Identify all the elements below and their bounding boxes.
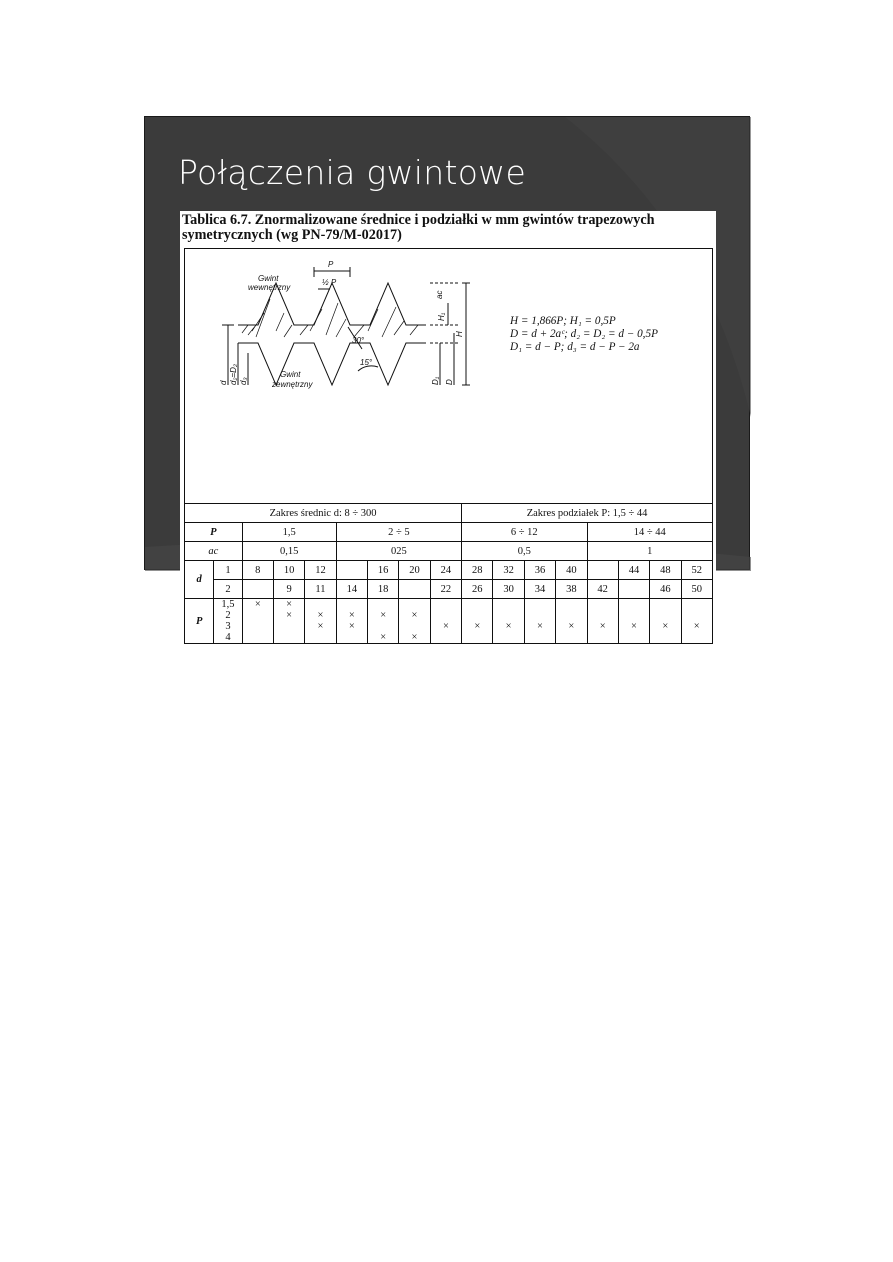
pitch-mark: × — [599, 621, 606, 632]
label-15-deg: 15° — [360, 358, 373, 367]
pitch-mark — [493, 599, 523, 610]
pitch-mark: × — [411, 632, 418, 643]
pitch-mark — [431, 632, 461, 643]
pitch-mark: × — [348, 610, 355, 621]
scanned-table-image — [180, 211, 716, 643]
label-external-2: zewnętrzny — [272, 380, 313, 389]
label-d: d — [219, 380, 228, 385]
diameter-cell: 42 — [587, 580, 618, 599]
diameter-cell: 18 — [368, 580, 399, 599]
pitch-mark — [588, 599, 618, 610]
label-H: H — [455, 331, 464, 337]
pitch-mark: × — [254, 599, 261, 610]
pitch-mark-cell — [242, 599, 273, 644]
pitch-mark-cell — [462, 599, 493, 644]
pitch-mark-cell — [650, 599, 681, 644]
diameter-cell: 11 — [305, 580, 336, 599]
pitch-mark — [588, 610, 618, 621]
label-D: D — [445, 379, 454, 385]
p-values-list — [214, 599, 242, 644]
pitch-mark — [337, 599, 367, 610]
pitch-mark: × — [380, 632, 387, 643]
pitch-mark-cell — [368, 599, 399, 644]
label-external-1: Gwint — [280, 370, 301, 379]
slide — [144, 116, 750, 643]
diameter-cell: 44 — [618, 561, 649, 580]
diameter-cell: 24 — [430, 561, 461, 580]
pitch-mark — [556, 610, 586, 621]
diameter-cell: 34 — [524, 580, 555, 599]
d-header: d — [185, 561, 214, 599]
pitch-mark — [431, 610, 461, 621]
pitch-mark-cell — [556, 599, 587, 644]
pitch-mark — [682, 599, 712, 610]
pitch-mark-cell — [587, 599, 618, 644]
diameter-cell: 14 — [336, 580, 367, 599]
pitch-mark-cell — [399, 599, 430, 644]
pitch-mark: × — [286, 599, 293, 610]
pitch-mark: × — [411, 610, 418, 621]
formula-line: H = 1,866P; H₁ = 0,5P — [510, 315, 616, 327]
pitch-mark — [399, 621, 429, 632]
label-pitch: P — [328, 260, 334, 269]
diameter-cell: 16 — [368, 561, 399, 580]
range-p: Zakres podziałek P: 1,5 ÷ 44 — [462, 504, 713, 523]
pitch-mark — [274, 632, 304, 643]
diameter-cell: 28 — [462, 561, 493, 580]
pitch-mark-cell — [493, 599, 524, 644]
ac-group: 0,5 — [462, 542, 587, 561]
diameter-cell — [618, 580, 649, 599]
pitch-mark — [243, 610, 273, 621]
pitch-mark — [619, 632, 649, 643]
pitch-mark — [462, 599, 492, 610]
diameter-cell: 32 — [493, 561, 524, 580]
pitch-mark — [619, 599, 649, 610]
diameter-cell: 50 — [681, 580, 712, 599]
pitch-mark-cell — [305, 599, 336, 644]
label-D1: D₁ — [431, 376, 440, 385]
pitch-mark — [650, 632, 680, 643]
pitch-mark — [462, 632, 492, 643]
p-group: 6 ÷ 12 — [462, 523, 587, 542]
p-value: 1,5 — [221, 599, 235, 610]
thread-table — [184, 503, 713, 644]
pitch-mark — [274, 621, 304, 632]
pitch-mark: × — [286, 610, 293, 621]
range-d: Zakres średnic d: 8 ÷ 300 — [185, 504, 462, 523]
label-half-pitch: ½ P — [322, 278, 337, 287]
pitch-mark-cell — [524, 599, 555, 644]
diameter-cell — [336, 561, 367, 580]
pitch-mark: × — [568, 621, 575, 632]
diameter-cell: 48 — [650, 561, 681, 580]
pitch-mark — [619, 610, 649, 621]
pitch-mark — [399, 599, 429, 610]
row-label: 1 — [214, 561, 242, 580]
pitch-mark — [588, 632, 618, 643]
diameter-cell: 12 — [305, 561, 336, 580]
pitch-mark-cell — [430, 599, 461, 644]
pitch-mark — [243, 621, 273, 632]
formula-line: D₁ = d − P; d₃ = d − P − 2a — [510, 341, 640, 353]
pitch-mark — [368, 621, 398, 632]
p-row-header: P — [185, 599, 214, 644]
diameter-cell: 9 — [273, 580, 304, 599]
diameter-cell — [587, 561, 618, 580]
p-group: 2 ÷ 5 — [336, 523, 461, 542]
pitch-mark: × — [662, 621, 669, 632]
diameter-cell — [242, 580, 273, 599]
row-label: 2 — [214, 580, 242, 599]
diameter-cell: 26 — [462, 580, 493, 599]
pitch-mark — [556, 632, 586, 643]
label-ac: ac — [435, 290, 444, 299]
ac-group: 1 — [587, 542, 713, 561]
formula-line: D = d + 2aᶜ; d₂ = D₂ = d − 0,5P — [510, 328, 658, 340]
p-group: 14 ÷ 44 — [587, 523, 713, 542]
label-internal-1: Gwint — [258, 274, 279, 283]
label-H1: H₁ — [437, 312, 446, 321]
p-value: 2 — [225, 610, 231, 621]
pitch-mark-cell — [336, 599, 367, 644]
pitch-mark — [556, 599, 586, 610]
diameter-cell: 8 — [242, 561, 273, 580]
pitch-mark: × — [380, 610, 387, 621]
diameter-cell: 52 — [681, 561, 712, 580]
label-d3: d₃ — [239, 377, 248, 385]
formula-block — [510, 315, 710, 354]
pitch-mark — [493, 610, 523, 621]
diameter-cell: 20 — [399, 561, 430, 580]
pitch-mark-cell — [618, 599, 649, 644]
p-group: 1,5 — [242, 523, 336, 542]
pitch-mark — [243, 632, 273, 643]
pitch-mark: × — [474, 621, 481, 632]
slide-title: Połączenia gwintowe — [178, 153, 527, 192]
pitch-mark — [525, 610, 555, 621]
pitch-mark: × — [693, 621, 700, 632]
label-30-deg: 30° — [352, 336, 365, 345]
pitch-mark — [650, 610, 680, 621]
table-caption: Tablica 6.7. Znormalizowane średnice i podziałki w mm gwintów trapezowych symetrycznych (wg PN-79/M-02017) — [182, 212, 655, 243]
diameter-cell: 22 — [430, 580, 461, 599]
pitch-mark: × — [317, 621, 324, 632]
p-header: P — [185, 523, 243, 542]
pitch-mark — [305, 599, 335, 610]
pitch-mark: × — [505, 621, 512, 632]
diameter-cell: 46 — [650, 580, 681, 599]
pitch-mark — [462, 610, 492, 621]
p-value: 4 — [225, 632, 231, 643]
pitch-mark — [682, 632, 712, 643]
label-d2: d₂=D₂ — [229, 364, 238, 385]
diameter-cell: 40 — [556, 561, 587, 580]
pitch-mark — [337, 632, 367, 643]
diameter-cell: 30 — [493, 580, 524, 599]
ac-header: ac — [185, 542, 243, 561]
pitch-mark: × — [348, 621, 355, 632]
diameter-cell — [399, 580, 430, 599]
pitch-mark-cell — [273, 599, 304, 644]
diameter-cell: 38 — [556, 580, 587, 599]
pitch-mark — [525, 599, 555, 610]
pitch-mark — [368, 599, 398, 610]
pitch-mark: × — [537, 621, 543, 632]
ac-group: 025 — [336, 542, 461, 561]
thread-profile-diagram — [218, 260, 478, 395]
ac-group: 0,15 — [242, 542, 336, 561]
p-value: 3 — [225, 621, 231, 632]
label-internal-2: wewnętrzny — [248, 283, 291, 292]
pitch-mark: × — [317, 610, 324, 621]
diameter-cell: 10 — [273, 561, 304, 580]
pitch-mark — [682, 610, 712, 621]
pitch-mark — [493, 632, 523, 643]
pitch-mark — [650, 599, 680, 610]
diameter-cell: 36 — [524, 561, 555, 580]
pitch-mark — [431, 599, 461, 610]
pitch-mark — [525, 632, 555, 643]
pitch-mark-cell — [681, 599, 712, 644]
pitch-mark: × — [631, 621, 637, 632]
pitch-mark — [305, 632, 335, 643]
pitch-mark: × — [442, 621, 449, 632]
